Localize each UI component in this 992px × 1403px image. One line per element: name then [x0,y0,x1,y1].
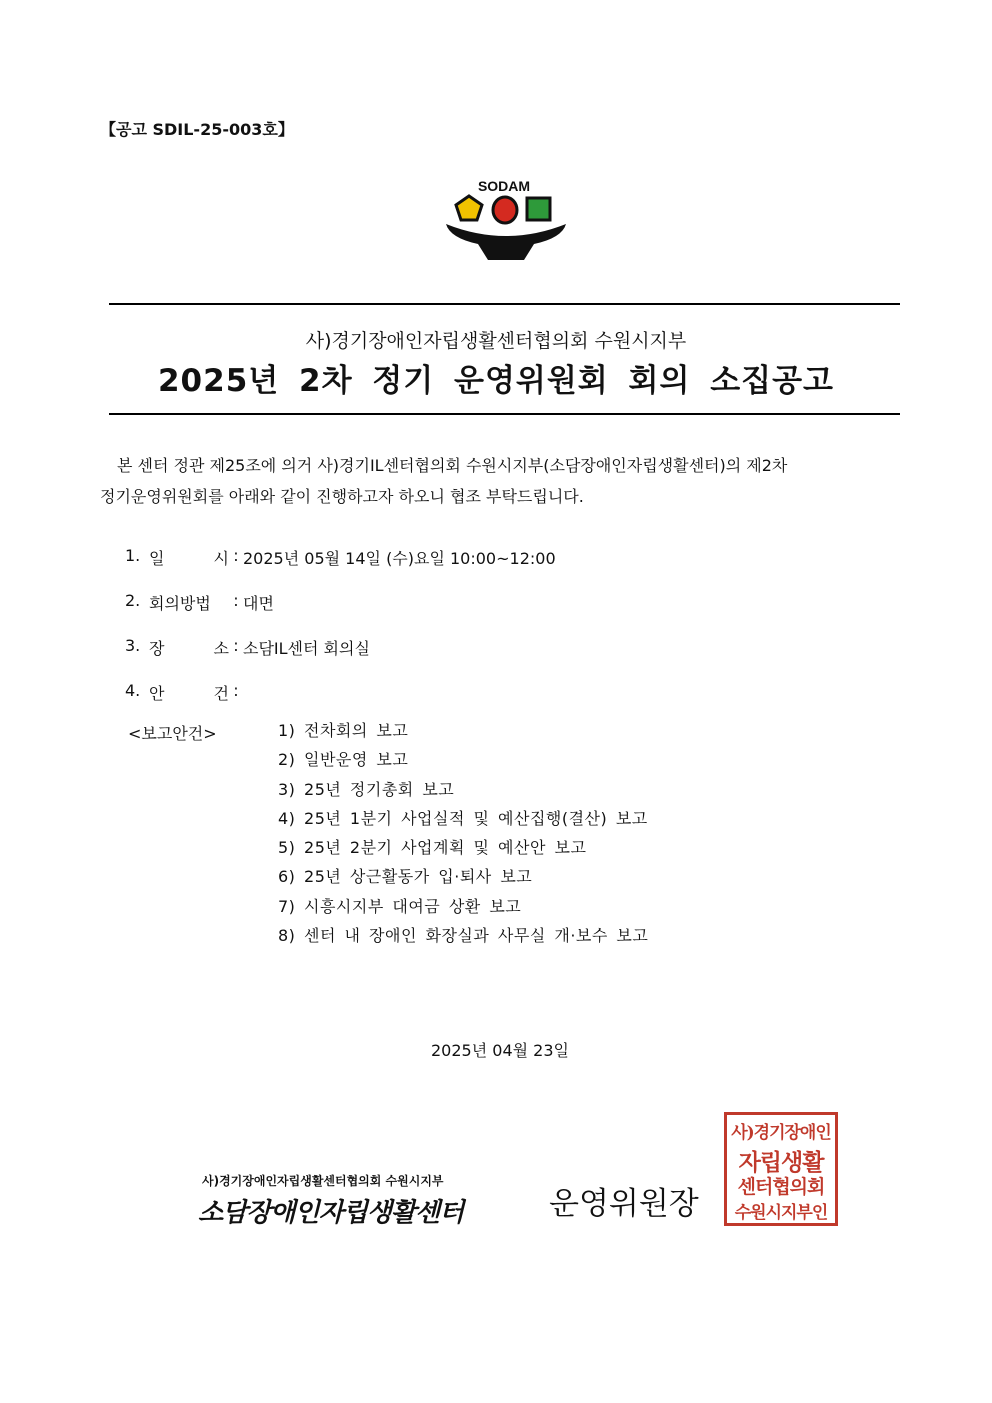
agenda-list [278,720,648,954]
item-colon: : [233,591,239,610]
logo-square-icon [527,198,550,220]
intro-line-1: 본 센터 정관 제25조에 의거 사)경기IL센터협의회 수원시지부(소담장애인자립생활센터)의 제2차 [117,456,788,475]
notice-title: 2025년 2차 정기 운영위원회 회의 소집공고 [157,363,834,399]
item-value: 소담IL센터 회의실 [243,639,370,658]
item-method [125,591,274,614]
logo-bowl-icon [446,224,566,260]
agenda-category-label: <보고안건> [128,724,217,743]
logo-text: SODAM [477,178,531,194]
signature-center-name: 소담장애인자립생활센터 [198,1198,464,1228]
item-value: 2025년 05월 14일 (수)요일 10:00~12:00 [243,549,556,568]
item-label: 일 시 [149,549,229,568]
item-label: 안 건 [149,684,229,703]
item-number: 4. [125,681,141,700]
item-number: 2. [125,591,141,610]
item-colon: : [233,681,239,700]
item-value: 대면 [243,594,274,613]
agenda-item: 1) 전차회의 보고 [278,721,409,740]
item-datetime [125,546,556,569]
item-label: 회의방법 [149,594,211,613]
agenda-item: 2) 일반운영 보고 [278,750,409,770]
item-colon: : [233,546,239,565]
item-number: 1. [125,546,141,565]
intro-paragraph [100,450,900,512]
item-agenda [125,681,243,704]
item-location [125,636,370,659]
header-top-rule [109,303,900,305]
seal-line: 사)경기장애인 [731,1123,831,1143]
intro-line-2: 정기운영위원회를 아래와 같이 진행하고자 하오니 협조 부탁드립니다. [100,487,584,506]
header-bottom-rule [109,413,900,415]
notice-date: 2025년 04월 23일 [431,1041,569,1060]
agenda-item: 8) 센터 내 장애인 화장실과 사무실 개·보수 보고 [278,926,649,946]
agenda-item: 3) 25년 정기총회 보고 [278,779,455,799]
logo-circle-icon [493,197,517,223]
seal-line: 수원시지부인 [734,1203,828,1223]
official-seal-stamp [724,1112,838,1226]
seal-line: 센터협의회 [737,1176,825,1198]
item-number: 3. [125,636,141,655]
agenda-item: 6) 25년 상근활동가 입·퇴사 보고 [278,867,533,887]
agenda-item: 7) 시흥시지부 대여금 상환 보고 [278,896,522,916]
agenda-item: 4) 25년 1분기 사업실적 및 예산집행(결산) 보고 [278,808,648,828]
item-colon: : [233,636,239,655]
notice-number: 【공고 SDIL-25-003호】 [100,120,294,139]
organization-name: 사)경기장애인자립생활센터협의회 수원시지부 [305,330,687,352]
item-label: 장 소 [149,639,229,658]
chair-title: 운영위원장 [549,1186,699,1222]
agenda-item: 5) 25년 2분기 사업계획 및 예산안 보고 [278,838,587,858]
sodam-logo [444,176,568,262]
signature-organization: 사)경기장애인자립생활센터협의회 수원시지부 [202,1174,444,1188]
logo-pentagon-icon [456,196,482,220]
seal-line: 자립생활 [738,1149,824,1176]
